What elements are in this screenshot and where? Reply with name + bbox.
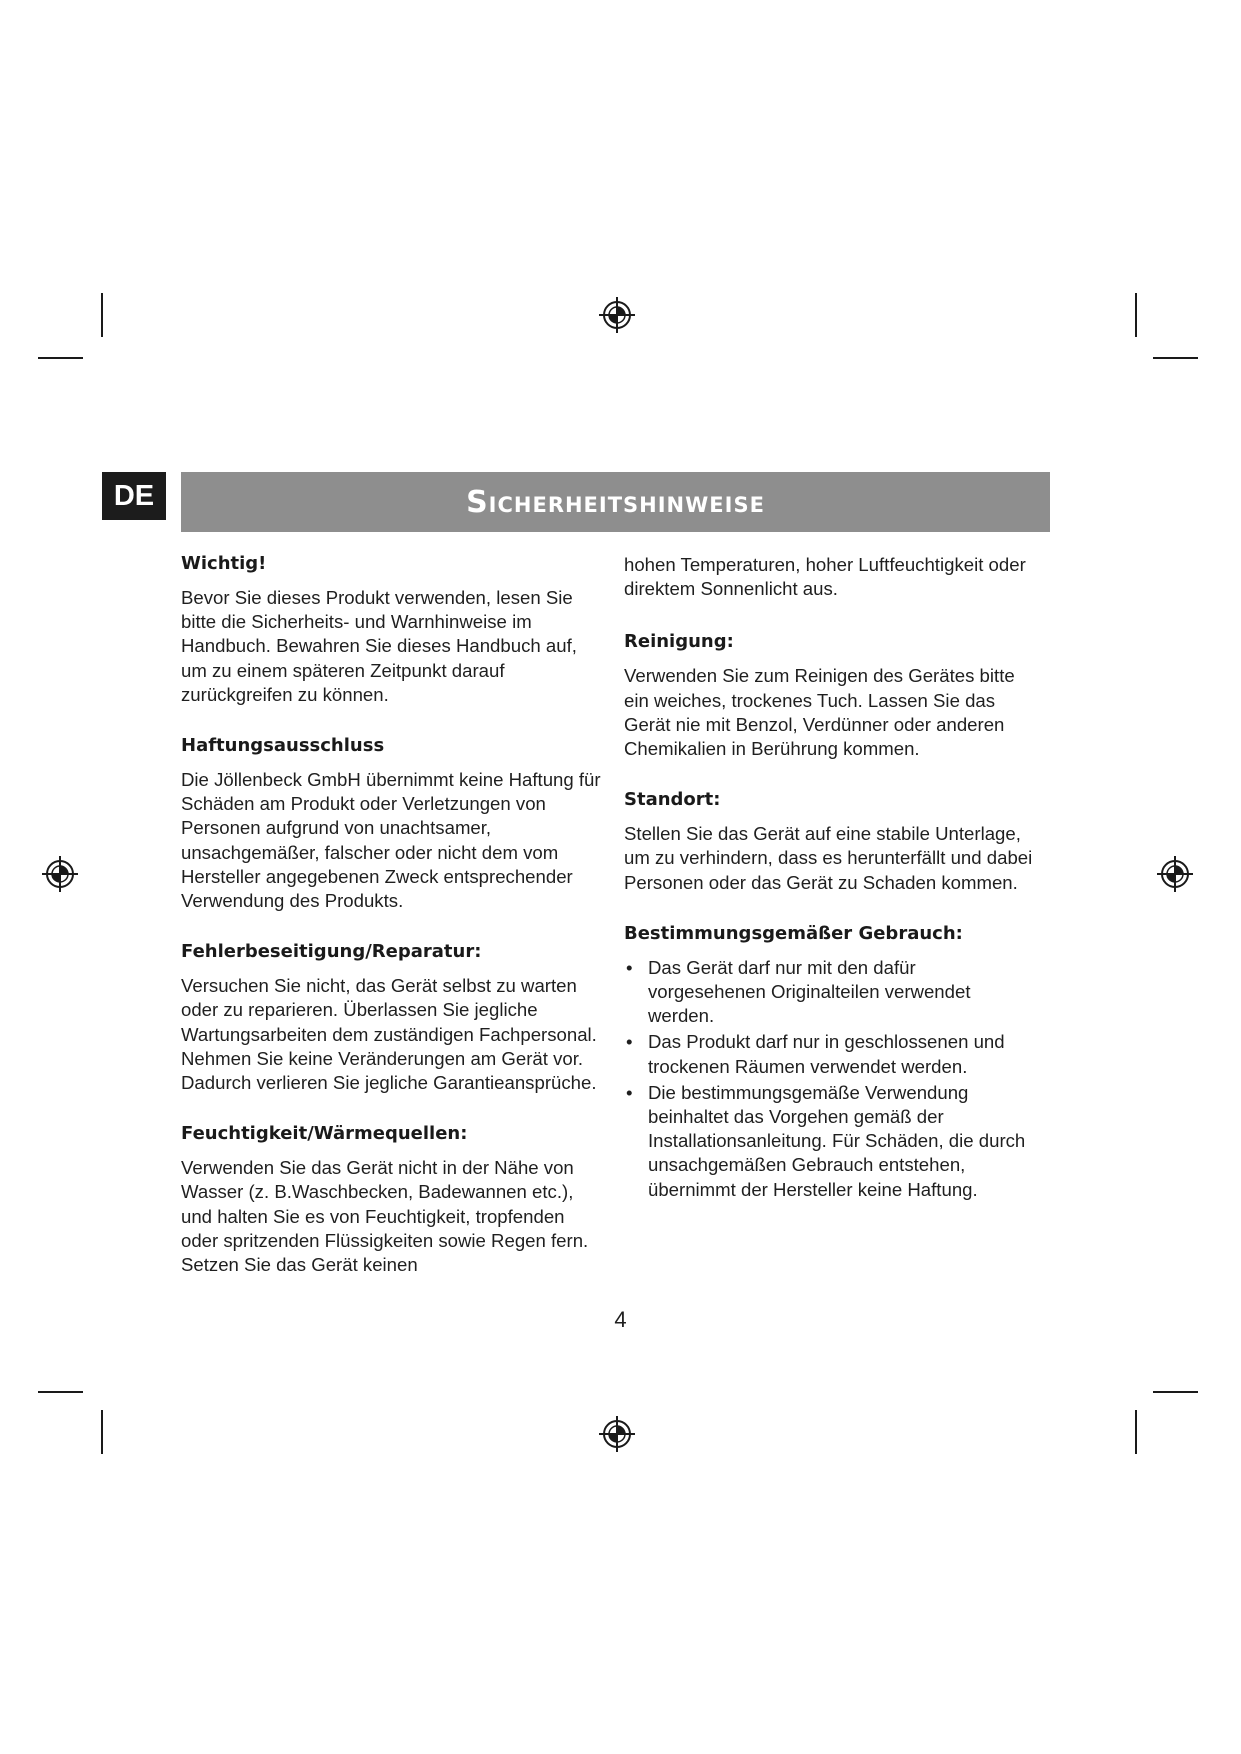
crop-mark	[38, 1391, 83, 1393]
section-heading-standort: Standort:	[624, 789, 721, 811]
registration-mark-icon	[598, 296, 636, 334]
crop-mark	[1153, 357, 1198, 359]
crop-mark	[38, 357, 83, 359]
right-column	[624, 553, 1034, 1204]
left-column	[181, 553, 601, 1305]
section-text-feuchtigkeit: Verwenden Sie das Gerät nicht in der Nähe von Wasser (z. B.Waschbecken, Badewannen etc.), und halten Sie es von Feuchtigkeit, tropfenden oder spritzenden Flüssigkeiten sowie Regen fern. Setzen Sie das Gerät keinen	[181, 1157, 589, 1276]
section-heading-haftungsausschluss: Haftungsausschluss	[181, 735, 385, 757]
section-heading-reparatur: Fehlerbeseitigung/Reparatur:	[181, 941, 482, 963]
crop-mark	[1135, 1410, 1137, 1454]
title-bar	[181, 472, 1050, 532]
language-tab: DE	[102, 472, 166, 520]
crop-mark	[101, 293, 103, 337]
page-number: 4	[614, 1307, 627, 1332]
registration-mark-icon	[1156, 855, 1194, 893]
section-text-standort: Stellen Sie das Gerät auf eine stabile Unterlage, um zu verhindern, dass es herunterfällt und dabei Personen oder das Gerät zu Schaden kommen.	[624, 823, 1033, 893]
continued-text: hohen Temperaturen, hoher Luftfeuchtigkeit oder direktem Sonnenlicht aus.	[624, 554, 1026, 600]
registration-mark-icon	[598, 1415, 636, 1453]
section-heading-gebrauch: Bestimmungsgemäßer Gebrauch:	[624, 922, 963, 944]
crop-mark	[101, 1410, 103, 1454]
page-title: Sicherheitshinweise	[466, 484, 765, 520]
list-item: • Die bestimmungsgemäße Verwendung beinhaltet das Vorgehen gemäß der Installationsanleitung. Für Schäden, die durch unsachgemäßen Gebrauch entstehen, übernimmt der Hersteller keine Haftung.	[624, 1081, 1034, 1202]
section-text-reparatur: Versuchen Sie nicht, das Gerät selbst zu warten oder zu reparieren. Überlassen Sie jegliche Wartungsarbeiten dem zuständigen Fachpersonal. Nehmen Sie keine Veränderungen am Gerät vor. Dadurch verlieren Sie jegliche Garantieansprüche.	[181, 975, 597, 1094]
section-heading-wichtig: Wichtig!	[181, 553, 267, 574]
section-text-reinigung: Verwenden Sie zum Reinigen des Gerätes bitte ein weiches, trockenes Tuch. Lassen Sie das Gerät nie mit Benzol, Verdünner oder anderen Chemikalien in Berührung kommen.	[624, 665, 1015, 760]
section-text-haftungsausschluss: Die Jöllenbeck GmbH übernimmt keine Haftung für Schäden am Produkt oder Verletzungen von Personen aufgrund von unachtsamer, unsachgemäßer, falscher oder nicht dem vom Hersteller angegebenen Zweck entsprechender Verwendung des Produkts.	[181, 769, 601, 912]
section-heading-reinigung: Reinigung:	[624, 631, 734, 653]
crop-mark	[1135, 293, 1137, 337]
list-item: • Das Produkt darf nur in geschlossenen und trockenen Räumen verwendet werden.	[624, 1030, 1034, 1078]
section-text-wichtig: Bevor Sie dieses Produkt verwenden, lesen Sie bitte die Sicherheits- und Warnhinweise im Handbuch. Bewahren Sie dieses Handbuch auf, um zu einem späteren Zeitpunkt darauf zurückgreifen zu können.	[181, 587, 577, 705]
usage-list	[624, 956, 1034, 1202]
list-item: • Das Gerät darf nur mit den dafür vorgesehenen Originalteilen verwendet werden.	[624, 956, 1034, 1029]
crop-mark	[1153, 1391, 1198, 1393]
section-heading-feuchtigkeit: Feuchtigkeit/Wärmequellen:	[181, 1123, 468, 1145]
registration-mark-icon	[41, 855, 79, 893]
